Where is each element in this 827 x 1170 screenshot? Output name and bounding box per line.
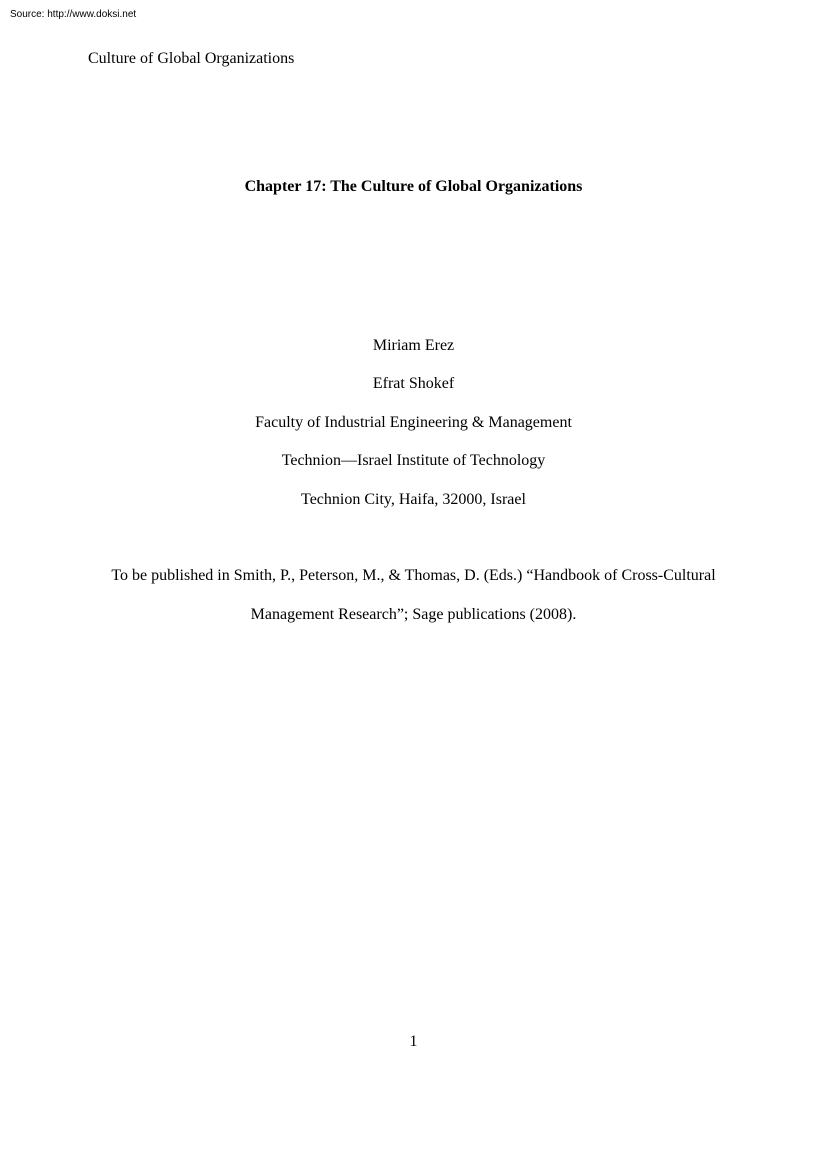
affiliation-line: Technion City, Haifa, 32000, Israel bbox=[301, 491, 526, 508]
chapter-title: Chapter 17: The Culture of Global Organizations bbox=[244, 178, 583, 195]
publication-note-line: Management Research”; Sage publications (2008). bbox=[250, 606, 577, 623]
author-name: Efrat Shokef bbox=[372, 375, 455, 392]
publication-note-line: To be published in Smith, P., Peterson, M., & Thomas, D. (Eds.) “Handbook of Cross-Cultural bbox=[111, 567, 716, 584]
author-name: Miriam Erez bbox=[372, 337, 455, 354]
running-head: Culture of Global Organizations bbox=[88, 50, 295, 67]
affiliation-line: Technion—Israel Institute of Technology bbox=[281, 452, 546, 469]
source-note: Source: http://www.doksi.net bbox=[10, 9, 137, 20]
page-number: 1 bbox=[409, 1033, 418, 1050]
affiliation-line: Faculty of Industrial Engineering & Management bbox=[255, 414, 572, 431]
